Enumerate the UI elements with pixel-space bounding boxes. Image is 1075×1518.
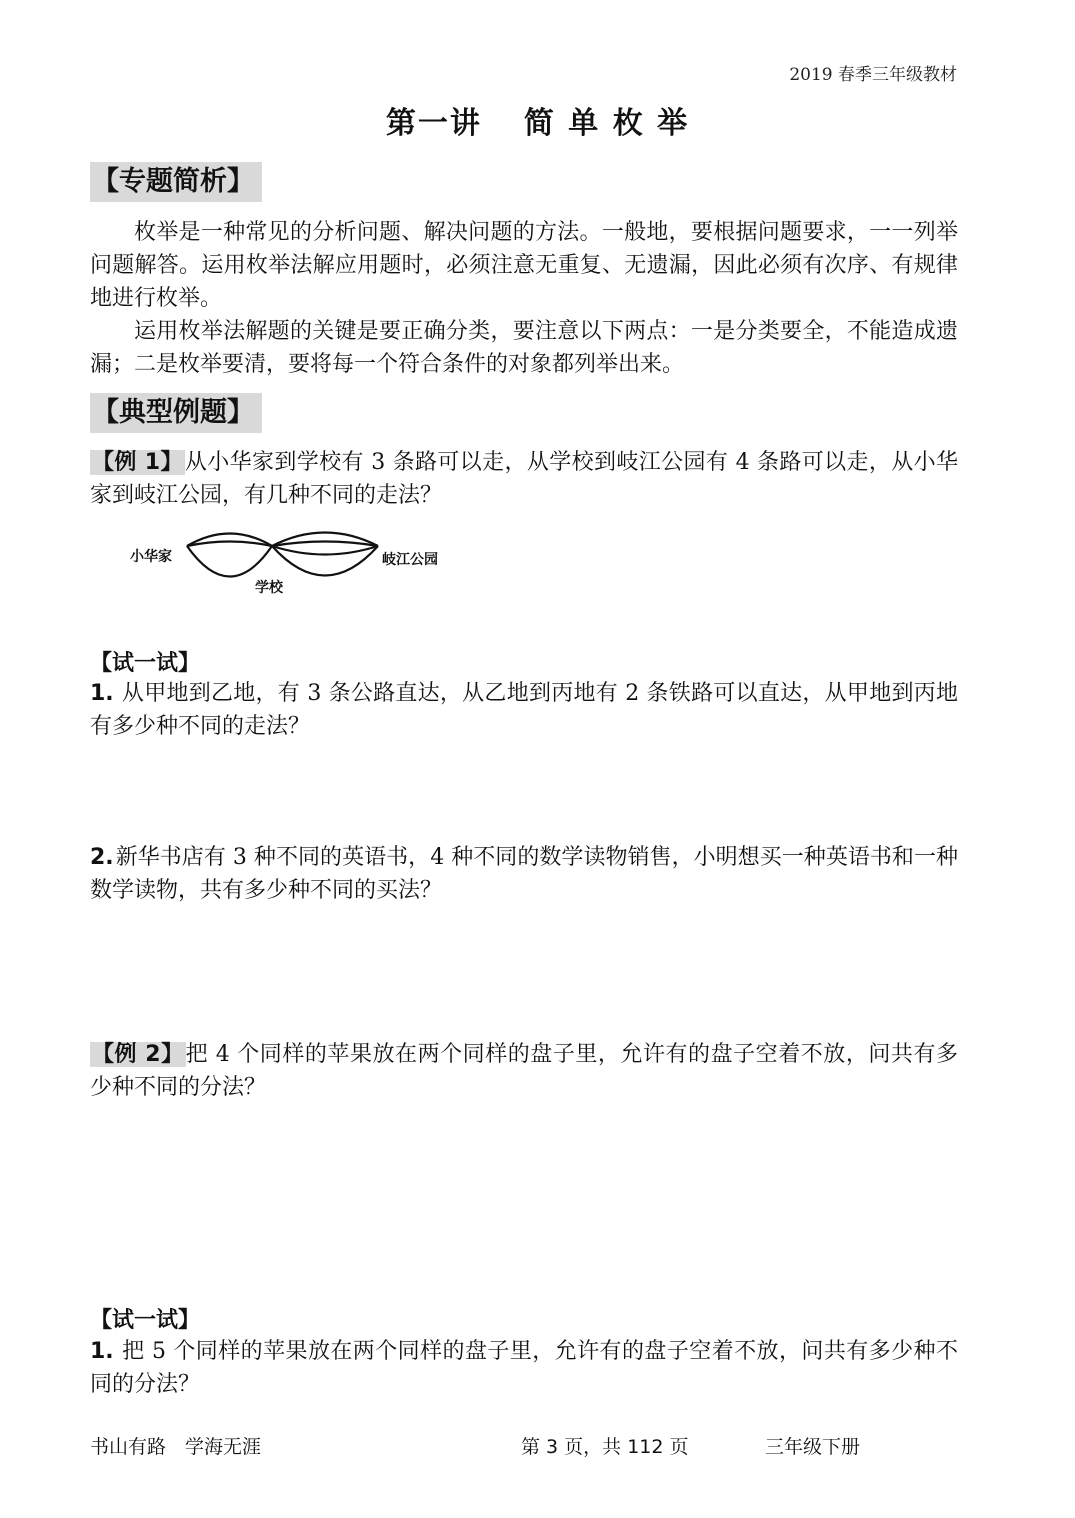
route-diagram (120, 525, 480, 605)
example-1-tag: 【例 1】 (92, 450, 183, 475)
route-home-school-3 (187, 546, 272, 577)
footer-motto: 书山有路 学海无涯 (90, 1436, 262, 1458)
example-2 (90, 1038, 958, 1104)
try-heading-1: 【试一试】 (90, 651, 201, 676)
label-home: 小华家 (130, 549, 172, 565)
route-home-school-2 (187, 542, 272, 547)
footer-volume: 三年级下册 (765, 1436, 861, 1458)
example-2-text: 把 4 个同样的苹果放在两个同样的盘子里，允许有的盘子空着不放，问共有多少种不同的分法？ (90, 1042, 958, 1100)
analysis-paragraph-2: 运用枚举法解题的关键是要正确分类，要注意以下两点：一是分类要全，不能造成遗漏；二是枚举要清，要将每一个符合条件的对象都列举出来。 (90, 319, 958, 377)
example-2-tag: 【例 2】 (92, 1042, 184, 1067)
try-1-question-2 (90, 841, 958, 907)
question-number: 1. (90, 1339, 114, 1364)
question-number: 2. (90, 845, 114, 870)
example-1-text: 从小华家到学校有 3 条路可以走，从学校到岐江公园有 4 条路可以走，从小华家到岐江公园，有几种不同的走法？ (90, 450, 958, 508)
analysis-paragraph-1: 枚举是一种常见的分析问题、解决问题的方法。一般地，要根据问题要求，一一列举问题解答。运用枚举法解应用题时，必须注意无重复、无遗漏，因此必须有次序、有规律地进行枚举。 (90, 220, 958, 311)
title-topic: 简 单 枚 举 (523, 106, 690, 141)
try-1-question-1 (90, 677, 958, 743)
route-school-park-3 (272, 546, 378, 555)
page-title (0, 98, 1075, 142)
question-text: 把 5 个同样的苹果放在两个同样的盘子里，允许有的盘子空着不放，问共有多少种不同的分法？ (90, 1339, 958, 1397)
header-edition: 2019 春季三年级教材 (789, 65, 957, 85)
section-heading-analysis: 【专题简析】 (90, 162, 262, 202)
route-school-park-2 (272, 542, 378, 547)
footer-page-number: 第 3 页，共 112 页 (521, 1436, 689, 1458)
try-2-question-1 (90, 1335, 958, 1401)
question-text: 从甲地到乙地，有 3 条公路直达，从乙地到丙地有 2 条铁路可以直达，从甲地到丙地有多少种不同的走法？ (90, 681, 958, 739)
label-school: 学校 (255, 580, 283, 596)
question-number: 1. (90, 681, 114, 706)
example-1 (90, 446, 958, 512)
title-lecture-number: 第一讲 (385, 106, 482, 141)
question-text: 新华书店有 3 种不同的英语书，4 种不同的数学读物销售，小明想买一种英语书和一种数学读物，共有多少种不同的买法？ (90, 845, 958, 903)
try-heading-2: 【试一试】 (90, 1308, 201, 1333)
label-park: 岐江公园 (382, 552, 438, 568)
section-heading-examples: 【典型例题】 (90, 393, 262, 433)
